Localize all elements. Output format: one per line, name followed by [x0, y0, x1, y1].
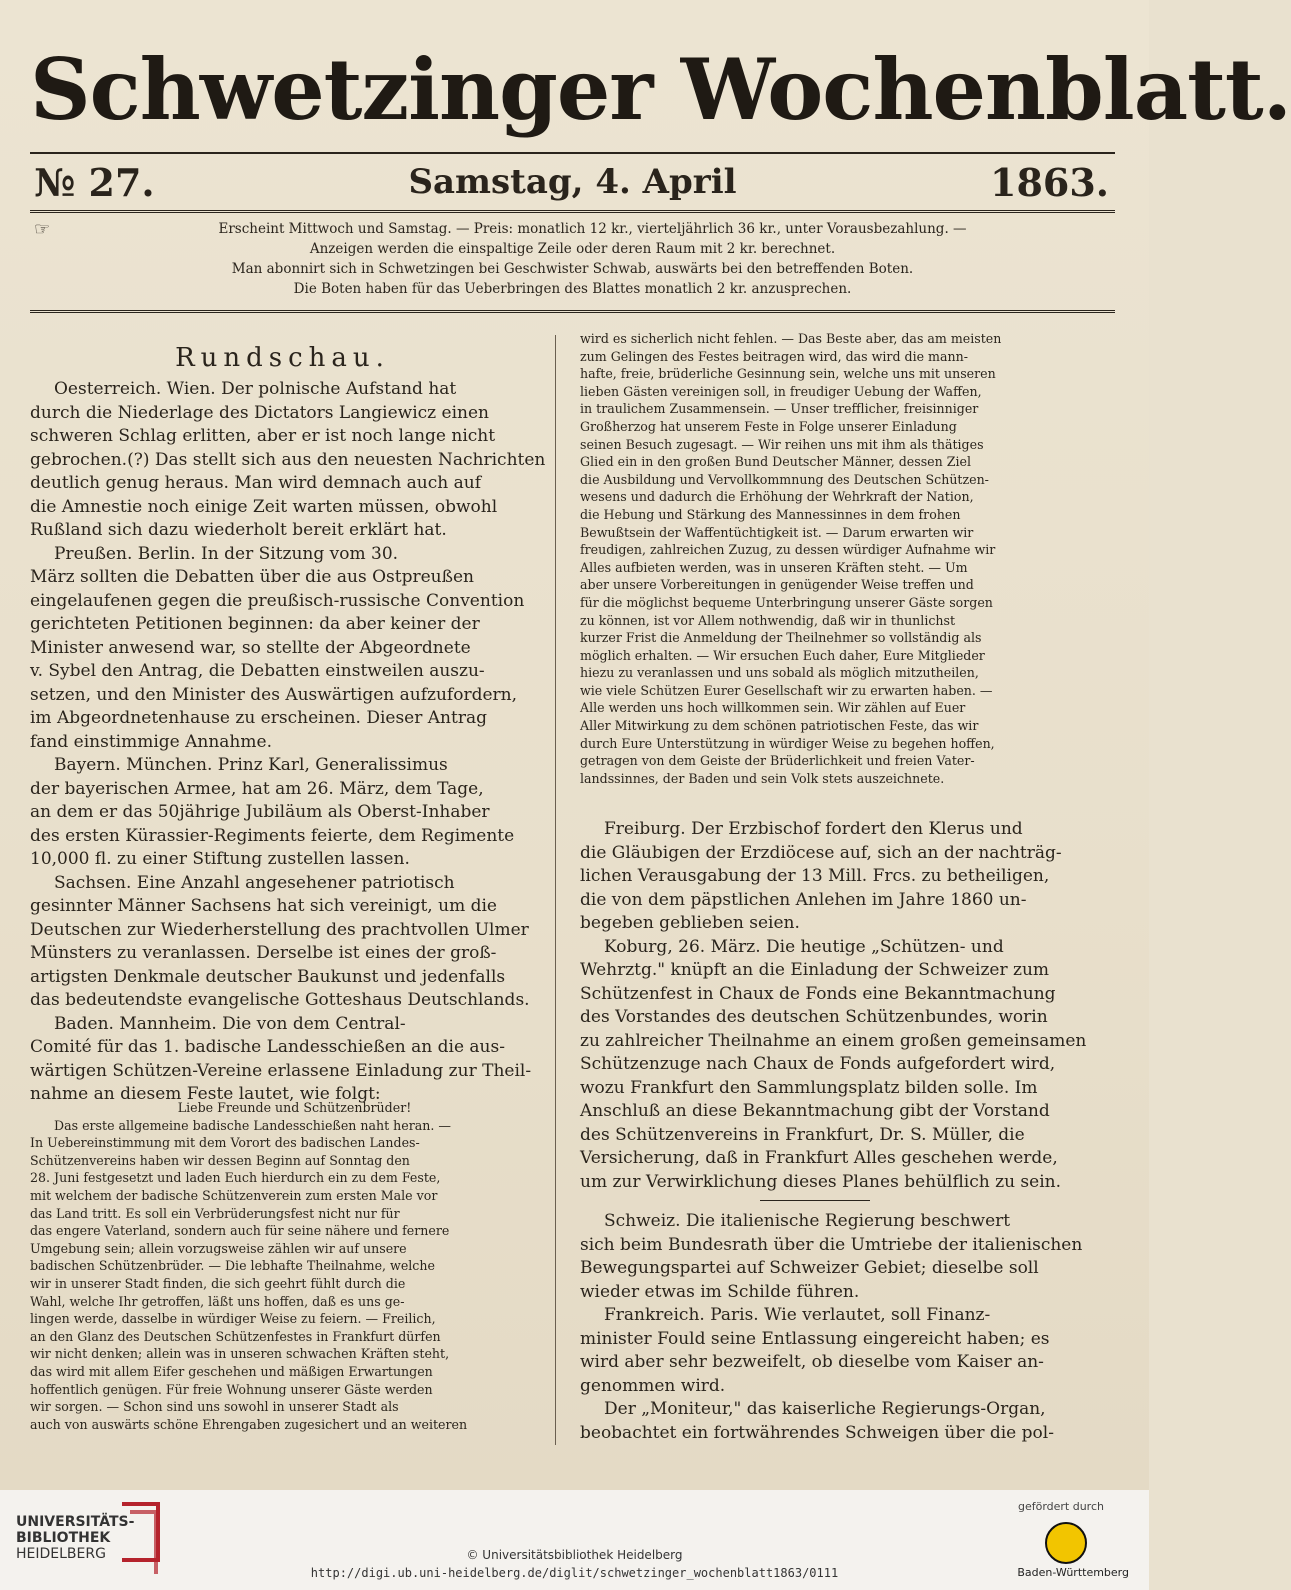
text-line: In Uebereinstimmung mit dem Vorort des badischen Landes-	[30, 1135, 420, 1151]
text-line: fand einstimmige Annahme.	[30, 731, 272, 752]
text-line: möglich erhalten. — Wir ersuchen Euch daher, Eure Mitglieder	[580, 647, 985, 663]
text-line: wir sorgen. — Schon sind uns sowohl in unserer Stadt als	[30, 1399, 399, 1415]
left-column	[30, 338, 546, 1107]
permalink[interactable]: http://digi.ub.uni-heidelberg.de/diglit/schwetzinger_wochenblatt1863/0111	[310, 1566, 839, 1580]
text-line: Schützenzuge nach Chaux de Fonds aufgefordert wird,	[580, 1054, 1056, 1074]
funded-by-text: gefördert durch	[1017, 1500, 1104, 1513]
text-line: das Land tritt. Es soll ein Verbrüderungsfest nicht nur für	[30, 1205, 400, 1221]
section-title: Rundschau.	[175, 343, 390, 373]
text-line: Versicherung, daß in Frankfurt Alles geschehen werde,	[580, 1148, 1058, 1168]
pointing-hand-icon: ☞	[34, 219, 51, 240]
notice-line: Anzeigen werden die einspaltige Zeile oder deren Raum mit 2 kr. berechnet.	[309, 241, 836, 257]
text-line: Bewegungspartei auf Schweizer Gebiet; dieselbe soll	[580, 1258, 1039, 1278]
text-line: im Abgeordnetenhause zu erscheinen. Dieser Antrag	[30, 708, 487, 728]
text-line: Bayern. München. Prinz Karl, Generalissimus	[54, 755, 448, 775]
text-line: 28. Juni festgesetzt und laden Euch hierdurch ein zu dem Feste,	[30, 1170, 441, 1186]
text-line: Der „Moniteur," das kaiserliche Regierungs-Organ,	[604, 1399, 1046, 1419]
text-line: beobachtet ein fortwährendes Schweigen über die pol-	[580, 1422, 1054, 1443]
text-line: genommen wird.	[580, 1375, 726, 1396]
text-line: sich beim Bundesrath über die Umtriebe der italienischen	[580, 1234, 1083, 1255]
text-line: an den Glanz des Deutschen Schützenfestes in Frankfurt dürfen	[30, 1328, 441, 1344]
text-line: Koburg, 26. März. Die heutige „Schützen- und	[604, 936, 1004, 957]
left-column-letter	[30, 1099, 535, 1433]
text-line: wieder etwas im Schilde führen.	[580, 1281, 860, 1302]
text-line: Schweiz. Die italienische Regierung beschwert	[604, 1211, 1011, 1231]
text-line: Umgebung sein; allein vorzugsweise zählen wir auf unsere	[30, 1240, 407, 1256]
text-line: setzen, und den Minister des Auswärtigen aufzufordern,	[30, 684, 517, 705]
text-line: Comité für das 1. badische Landesschießen an die aus-	[30, 1037, 505, 1057]
text-line: wird es sicherlich nicht fehlen. — Das Beste aber, das am meisten	[580, 331, 1002, 346]
text-line: für die möglichst bequeme Unterbringung unserer Gäste sorgen	[580, 594, 993, 610]
text-line: auch von auswärts schöne Ehrengaben zugesichert und an weiteren	[30, 1416, 468, 1432]
library-name-line: UNIVERSITÄTS-	[16, 1514, 135, 1530]
text-line: getragen von dem Geiste der Brüderlichkeit und freien Vater-	[580, 753, 975, 769]
right-column-news-2	[580, 1210, 1090, 1445]
text-line: lieben Gästen vereinigen soll, in freudiger Uebung der Waffen,	[580, 383, 982, 399]
text-line: Schützenvereins haben wir dessen Beginn auf Sonntag den	[30, 1152, 410, 1168]
text-line: begeben geblieben seien.	[580, 913, 800, 933]
text-line: Baden. Mannheim. Die von dem Central-	[54, 1013, 406, 1034]
text-line: seinen Besuch zugesagt. — Wir reihen uns mit ihm als thätiges	[580, 436, 984, 452]
column-divider	[555, 335, 556, 1445]
text-line: Glied ein in den großen Bund Deutscher Männer, dessen Ziel	[580, 454, 971, 470]
text-line: wir in unserer Stadt finden, die sich geehrt fühlt durch die	[30, 1275, 406, 1291]
text-line: nahme an diesem Feste lautet, wie folgt:	[30, 1084, 381, 1104]
text-line: März sollten die Debatten über die aus Ostpreußen	[30, 567, 474, 587]
text-line: hiezu zu veranlassen und uns sobald als möglich mitzutheilen,	[580, 665, 979, 681]
text-line: Minister anwesend war, so stellte der Abgeordnete	[30, 637, 471, 658]
section-separator	[760, 1200, 870, 1201]
text-line: Sachsen. Eine Anzahl angesehener patriotisch	[54, 872, 455, 893]
text-line: gesinnter Männer Sachsens hat sich vereinigt, um die	[30, 896, 497, 916]
text-line: die Amnestie noch einige Zeit warten müssen, obwohl	[30, 496, 498, 517]
text-line: Oesterreich. Wien. Der polnische Aufstand hat	[54, 379, 457, 399]
issue-date: Samstag, 4. April	[408, 162, 737, 202]
text-line: wärtigen Schützen-Vereine erlassene Einladung zur Theil-	[30, 1060, 532, 1081]
text-line: Großherzog hat unserem Feste in Folge unserer Einladung	[580, 418, 957, 434]
text-line: die Hebung und Stärkung des Mannessinnes in dem frohen	[580, 506, 961, 522]
text-line: artigsten Denkmale deutscher Baukunst und jedenfalls	[30, 966, 506, 987]
text-line: mit welchem der badische Schützenverein zum ersten Male vor	[30, 1187, 438, 1203]
text-line: in traulichem Zusammensein. — Unser trefflicher, freisinniger	[580, 401, 979, 417]
digitization-footer	[0, 1490, 1149, 1590]
text-line: zum Gelingen des Festes beitragen wird, das wird die mann-	[580, 348, 968, 364]
text-line: kurzer Frist die Anmeldung der Theilnehmer so vollständig als	[580, 630, 982, 646]
text-line: des Vorstandes des deutschen Schützenbundes, worin	[580, 1007, 1048, 1027]
header-divider	[30, 310, 1115, 313]
text-line: v. Sybel den Antrag, die Debatten einstweilen auszu-	[30, 661, 485, 681]
masthead-title: Schwetzinger Wochenblatt.	[30, 40, 1291, 139]
text-line: Liebe Freunde und Schützenbrüder!	[177, 1100, 412, 1115]
dateline	[30, 152, 1115, 213]
right-column-letter	[580, 330, 1090, 787]
text-line: badischen Schützenbrüder. — Die lebhafte Theilnahme, welche	[30, 1258, 435, 1274]
text-line: gebrochen.(?) Das stellt sich aus den neuesten Nachrichten	[30, 449, 546, 470]
text-line: lingen werde, dasselbe in würdiger Weise zu feiern. — Freilich,	[30, 1311, 436, 1327]
library-name-line: BIBLIOTHEK	[16, 1530, 111, 1546]
text-line: um zur Verwirklichung dieses Planes behülflich zu sein.	[580, 1171, 1062, 1192]
text-line: freudigen, zahlreichen Zuzug, zu dessen würdiger Aufnahme wir	[580, 542, 996, 558]
text-line: Aller Mitwirkung zu dem schönen patriotischen Feste, das wir	[580, 718, 979, 734]
text-line: lichen Verausgabung der 13 Mill. Frcs. zu betheiligen,	[580, 866, 1050, 886]
issue-number: № 27.	[34, 160, 155, 205]
subscription-notice	[30, 220, 1115, 300]
text-line: Das erste allgemeine badische Landesschießen naht heran. —	[54, 1117, 451, 1133]
text-line: aber unsere Vorbereitungen in genügender Weise treffen und	[580, 577, 974, 593]
text-line: des Schützenvereins in Frankfurt, Dr. S. Müller, die	[580, 1124, 1025, 1145]
library-logo-icon	[130, 1510, 158, 1574]
text-line: der bayerischen Armee, hat am 26. März, dem Tage,	[30, 778, 484, 799]
text-line: die von dem päpstlichen Anlehen im Jahre 1860 un-	[580, 889, 1027, 910]
text-line: das engere Vaterland, sondern auch für seine nähere und fernere	[30, 1223, 450, 1239]
text-line: das wird mit allem Eifer geschehen und mäßigen Erwartungen	[30, 1363, 433, 1379]
text-line: Frankreich. Paris. Wie verlautet, soll Finanz-	[604, 1305, 991, 1325]
text-line: wie viele Schützen Eurer Gesellschaft wir zu erwarten haben. —	[580, 682, 993, 698]
text-line: wozu Frankfurt den Sammlungsplatz bilden solle. Im	[580, 1077, 1038, 1098]
text-line: Schützenfest in Chaux de Fonds eine Bekanntmachung	[580, 983, 1056, 1004]
text-line: hafte, freie, brüderliche Gesinnung sein, welche uns mit unseren	[580, 366, 996, 382]
text-line: hoffentlich genügen. Für freie Wohnung unserer Gäste werden	[30, 1381, 433, 1397]
text-line: wesens und dadurch die Erhöhung der Wehrkraft der Nation,	[580, 489, 974, 505]
notice-line: Man abonnirt sich in Schwetzingen bei Geschwister Schwab, auswärts bei den betreffenden Boten.	[231, 261, 914, 277]
text-line: Anschluß an diese Bekanntmachung gibt der Vorstand	[580, 1101, 1050, 1121]
text-line: Münsters zu veranlassen. Derselbe ist eines der groß-	[30, 943, 497, 963]
text-line: durch die Niederlage des Dictators Langiewicz einen	[30, 402, 489, 423]
notice-line: Die Boten haben für das Ueberbringen des Blattes monatlich 2 kr. anzusprechen.	[293, 281, 852, 297]
text-line: Wahl, welche Ihr getroffen, läßt uns hoffen, daß es uns ge-	[30, 1293, 405, 1309]
text-line: die Gläubigen der Erzdiöcese auf, sich an der nachträg-	[580, 842, 1062, 863]
text-line: Alles aufbieten werden, was in unseren Kräften steht. — Um	[580, 559, 968, 575]
text-line: die Ausbildung und Vervollkommnung des Deutschen Schützen-	[580, 471, 989, 487]
state-name: Baden-Württemberg	[1017, 1566, 1129, 1579]
text-line: gerichteten Petitionen beginnen: da aber keiner der	[30, 614, 480, 634]
text-line: Bewußtsein der Waffentüchtigkeit ist. — Darum erwarten wir	[580, 524, 974, 540]
text-line: an dem er das 50jährige Jubiläum als Oberst-Inhaber	[30, 802, 490, 822]
text-line: Wehrztg." knüpft an die Einladung der Schweizer zum	[580, 960, 1050, 980]
text-line: schweren Schlag erlitten, aber er ist noch lange nicht	[30, 426, 496, 446]
issue-year: 1863.	[990, 160, 1109, 205]
text-line: durch Eure Unterstützung in würdiger Weise zu begehen hoffen,	[580, 735, 995, 751]
text-line: Rußland sich dazu wiederholt bereit erklärt hat.	[30, 520, 447, 540]
text-line: eingelaufenen gegen die preußisch-russische Convention	[30, 590, 525, 611]
text-line: Deutschen zur Wiederherstellung des prachtvollen Ulmer	[30, 919, 529, 940]
text-line: zu zahlreicher Theilnahme an einem großen gemeinsamen	[580, 1030, 1087, 1051]
library-name-line: HEIDELBERG	[16, 1546, 106, 1562]
text-line: Preußen. Berlin. In der Sitzung vom 30.	[54, 543, 399, 564]
text-line: das bedeutendste evangelische Gotteshaus Deutschlands.	[30, 990, 530, 1010]
right-column-news	[580, 818, 1090, 1194]
notice-line: Erscheint Mittwoch und Samstag. — Preis: monatlich 12 kr., vierteljährlich 36 kr., unter Vorausbezahlung. —	[218, 221, 967, 237]
text-line: wir nicht denken; allein was in unseren schwachen Kräften steht,	[30, 1346, 450, 1362]
text-line: zu können, ist vor Allem nothwendig, daß wir in thunlichst	[580, 612, 956, 628]
text-line: wird aber sehr bezweifelt, ob dieselbe vom Kaiser an-	[580, 1352, 1044, 1372]
coat-of-arms-icon	[1045, 1522, 1087, 1564]
text-line: des ersten Kürassier-Regiments feierte, dem Regimente	[30, 825, 515, 846]
text-line: landssinnes, der Baden und sein Volk stets auszeichnete.	[580, 770, 945, 786]
copyright-text: © Universitätsbibliothek Heidelberg	[466, 1548, 683, 1562]
text-line: minister Fould seine Entlassung eingereicht haben; es	[580, 1328, 1050, 1349]
text-line: Alle werden uns hoch willkommen sein. Wir zählen auf Euer	[580, 700, 966, 716]
text-line: deutlich genug heraus. Man wird demnach auch auf	[30, 473, 481, 493]
text-line: 10,000 fl. zu einer Stiftung zustellen lassen.	[30, 849, 410, 869]
text-line: Freiburg. Der Erzbischof fordert den Klerus und	[604, 819, 1023, 839]
